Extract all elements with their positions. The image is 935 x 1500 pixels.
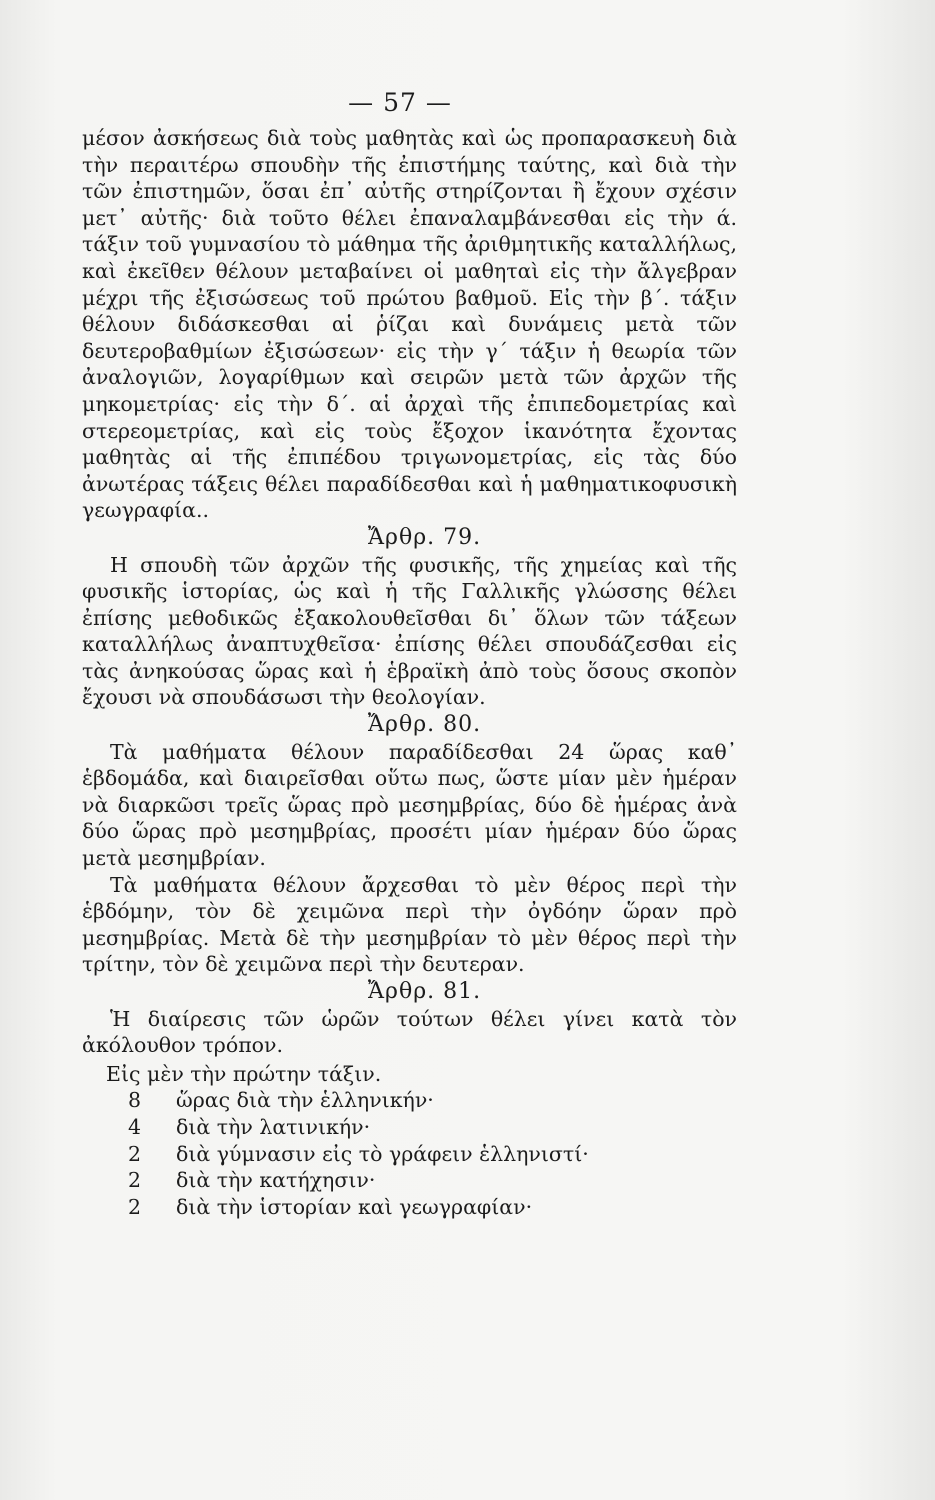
subject: ὥρας διὰ τὴν ἑλληνικήν·: [176, 1088, 434, 1113]
subject: διὰ τὴν ἱστορίαν καὶ γεωγραφίαν·: [176, 1194, 533, 1219]
hours: 8: [128, 1088, 142, 1113]
list-item: [82, 1087, 737, 1114]
subject: διὰ τὴν λατινικήν·: [176, 1114, 371, 1139]
subject: διὰ τὴν κατήχησιν·: [176, 1168, 376, 1193]
hours: 2: [128, 1141, 142, 1166]
schedule-lead: Εἰς μὲν τὴν πρώτην τάξιν.: [106, 1061, 382, 1086]
subject: διὰ γύμνασιν εἰς τὸ γράφειν ἑλληνιστί·: [176, 1141, 589, 1166]
article-number: Ἄρθρ. 80.: [367, 712, 482, 738]
article-number: Ἄρθρ. 79.: [367, 524, 482, 550]
article-heading: [82, 524, 737, 552]
hours: 2: [128, 1194, 142, 1219]
paragraph: μέσον ἀσκήσεως διὰ τοὺς μαθητὰς καὶ ὡς προπαρασκευὴ διὰ τὴν περαιτέρω σπουδὴν τῆς ἐπιστήμης ταύτης, καὶ διὰ τὴν τῶν ἐπιστημῶν, ὅσαι ἐπ᾽ αὐτῆς στηρίζονται ἢ ἔχουν σχέσιν μετ᾽ αὐτῆς· διὰ τοῦτο θέλει ἐπαναλαμβάνεσθαι εἰς τὴν ά. τάξιν τοῦ γυμνασίου τὸ μάθημα τῆς ἀριθμητικῆς καταλλήλως, καὶ ἐκεῖθεν θέλουν μεταβαίνει οἱ μαθηταὶ εἰς τὴν ἄλγεβραν μέχρι τῆς ἐξισώσεως τοῦ πρώτου βαθμοῦ. Εἰς τὴν β΄. τάξιν θέλουν διδάσκεσθαι αἱ ῥίζαι καὶ δυνάμεις μετὰ τῶν δευτεροβαθμίων ἐξισώσεων· εἰς τὴν γ΄ τάξιν ἡ θεωρία τῶν ἀναλογιῶν, λογαρίθμων καὶ σειρῶν μετὰ τῶν ἀρχῶν τῆς μηκομετρίας· εἰς τὴν δ΄. αἱ ἀρχαὶ τῆς ἐπιπεδομετρίας καὶ στερεομετρίας, καὶ εἰς τοὺς ἔξοχον ἱκανότητα ἔχοντας μαθητὰς αἱ τῆς ἐπιπέδου τριγωνομετρίας, εἰς τὰς δύο ἀνωτέρας τάξεις θέλει παραδίδεσθαι καὶ ἡ μαθηματικοφυσικὴ γεωγραφία..: [82, 126, 737, 523]
hours: 2: [128, 1168, 142, 1193]
schedule-list: [82, 1061, 737, 1221]
list-item: [82, 1114, 737, 1141]
list-item: [82, 1141, 737, 1168]
paragraph: Η σπουδὴ τῶν ἀρχῶν τῆς φυσικῆς, τῆς χημείας καὶ τῆς φυσικῆς ἱστορίας, ὡς καὶ ἡ τῆς Γαλλικῆς γλώσσης θέλει ἐπίσης μεθοδικῶς ἐξακολουθεῖσθαι δι᾽ ὅλων τῶν τάξεων καταλλήλως ἀναπτυχθεῖσα· ἐπίσης θέλει σπουδάζεσθαι εἰς τὰς ἀνηκούσας ὥρας καὶ ἡ ἑβραϊκὴ ἀπὸ τοὺς ὅσους σκοπὸν ἔχουσι νὰ σπουδάσωσι τὴν θεολογίαν.: [82, 552, 737, 710]
page-number: — 57 —: [348, 88, 452, 117]
article-heading: [82, 978, 737, 1006]
list-item: [82, 1167, 737, 1194]
paragraph: Τὰ μαθήματα θέλουν παραδίδεσθαι 24 ὥρας καθ᾽ ἑβδομάδα, καὶ διαιρεῖσθαι οὕτω πως, ὥστε μίαν μὲν ἡμέραν νὰ διαρκῶσι τρεῖς ὥρας πρὸ μεσημβρίας, δύο δὲ ἡμέρας ἀνὰ δύο ὥρας πρὸ μεσημβρίας, προσέτι μίαν ἡμέραν δύο ὥρας μετὰ μεσημβρίαν.: [82, 739, 737, 871]
paragraph: Τὰ μαθήματα θέλουν ἄρχεσθαι τὸ μὲν θέρος περὶ τὴν ἑβδόμην, τὸν δὲ χειμῶνα περὶ τὴν ὀγδόην ὥραν πρὸ μεσημβρίας. Μετὰ δὲ τὴν μεσημβρίαν τὸ μὲν θέρος περὶ τὴν τρίτην, τὸν δὲ χειμῶνα περὶ τὴν δευτεραν.: [82, 872, 737, 977]
article-number: Ἄρθρ. 81.: [367, 979, 482, 1004]
hours: 4: [128, 1114, 142, 1139]
list-item: [82, 1194, 737, 1221]
article-heading: [82, 711, 737, 739]
paragraph: Ἡ διαίρεσις τῶν ὡρῶν τούτων θέλει γίνει κατὰ τὸν ἀκόλουθον τρόπον.: [82, 1006, 737, 1058]
page-body: [82, 125, 737, 1220]
